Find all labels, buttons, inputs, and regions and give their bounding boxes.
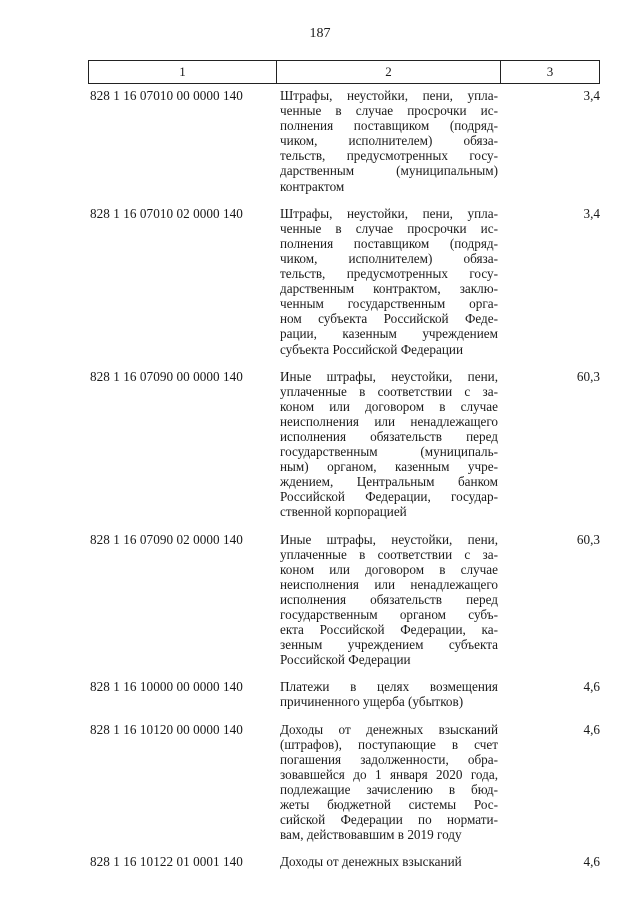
description-line: уплаченные в соответствии с за- bbox=[280, 383, 498, 399]
description-line: Российской Федерации, государ- bbox=[280, 489, 498, 505]
table-body bbox=[90, 88, 600, 869]
description-line: ном субъекта Российской Феде- bbox=[280, 311, 498, 327]
description bbox=[280, 369, 498, 520]
description-line: ным) органом, казенным учре- bbox=[280, 459, 498, 475]
page-number: 187 bbox=[309, 26, 331, 41]
description-line: Иные штрафы, неустойки, пени, bbox=[280, 368, 498, 384]
description bbox=[280, 854, 498, 869]
description-line: субъекта Российской Федерации bbox=[280, 341, 464, 357]
description-line: тельств, предусмотренных госу- bbox=[280, 266, 498, 282]
amount: 4,6 bbox=[583, 854, 600, 870]
description-line: Иные штрафы, неустойки, пени, bbox=[280, 531, 498, 547]
budget-code: 828 1 16 07010 00 0000 140 bbox=[90, 88, 243, 103]
description-line: Платежи в целях возмещения bbox=[280, 679, 498, 695]
description-line: Доходы от денежных взысканий bbox=[280, 721, 498, 737]
budget-code: 828 1 16 10122 01 0001 140 bbox=[90, 854, 243, 870]
description-line: ченные в случае просрочки ис- bbox=[280, 103, 498, 119]
amount: 3,4 bbox=[583, 88, 600, 103]
header-col-3: 3 bbox=[546, 64, 554, 79]
description-line: государственным (муниципаль- bbox=[280, 444, 498, 460]
description-line: полнения поставщиком (подряд- bbox=[280, 235, 498, 251]
amount: 60,3 bbox=[576, 368, 600, 384]
description-line: ченным государственным орга- bbox=[280, 296, 498, 312]
description-line: уплаченные в соответствии с за- bbox=[280, 546, 498, 562]
description-line: коном или договором в случае bbox=[280, 398, 498, 414]
table-row bbox=[90, 854, 600, 869]
description-line: ственной корпорацией bbox=[280, 504, 407, 520]
budget-code: 828 1 16 07090 02 0000 140 bbox=[90, 531, 243, 547]
amount: 3,4 bbox=[583, 205, 600, 221]
description-line: ждением, Центральным банком bbox=[280, 474, 498, 490]
description bbox=[280, 88, 498, 194]
description-line: тельств, предусмотренных госу- bbox=[280, 148, 498, 164]
description-line: сийской Федерации по нормати- bbox=[280, 812, 498, 828]
table-row bbox=[90, 679, 600, 709]
table-row bbox=[90, 88, 600, 194]
description-line: подлежащие зачислению в бюд- bbox=[280, 781, 498, 797]
table-row bbox=[90, 369, 600, 520]
description-line: вам, действовавшим в 2019 году bbox=[280, 827, 462, 843]
amount: 4,6 bbox=[583, 721, 600, 737]
description bbox=[280, 679, 498, 709]
description-line: исполнения обязательств перед bbox=[280, 591, 498, 607]
description-line: зовавшейся до 1 января 2020 года, bbox=[280, 766, 498, 782]
description-line: зенным учреждением субъекта bbox=[280, 637, 498, 653]
description-line: (штрафов), поступающие в счет bbox=[280, 736, 498, 752]
description bbox=[280, 722, 498, 843]
description bbox=[280, 532, 498, 668]
description-line: причиненного ущерба (убытков) bbox=[280, 694, 464, 710]
description-line: дарственным контрактом, заклю- bbox=[280, 281, 498, 297]
description-line: неисполнения или ненадлежащего bbox=[280, 413, 498, 429]
description-line: полнения поставщиком (подряд- bbox=[280, 118, 498, 134]
description-line: исполнения обязательств перед bbox=[280, 428, 498, 444]
amount: 60,3 bbox=[576, 531, 600, 547]
description-line: жеты бюджетной системы Рос- bbox=[280, 797, 498, 813]
description-line: чиком, исполнителем) обяза- bbox=[280, 133, 498, 149]
description-line: Штрафы, неустойки, пени, упла- bbox=[280, 205, 498, 221]
budget-code: 828 1 16 10000 00 0000 140 bbox=[90, 679, 243, 695]
description-line: рации, казенным учреждением bbox=[280, 326, 498, 342]
description-line: ченные в случае просрочки ис- bbox=[280, 220, 498, 236]
description-line: дарственным (муниципальным) bbox=[280, 163, 498, 179]
description-line: Российской Федерации bbox=[280, 652, 411, 668]
description-line: государственным органом субъ- bbox=[280, 607, 498, 622]
description-line: чиком, исполнителем) обяза- bbox=[280, 250, 498, 266]
description bbox=[280, 206, 498, 357]
description-line: коном или договором в случае bbox=[280, 561, 498, 577]
budget-code: 828 1 16 07090 00 0000 140 bbox=[90, 368, 243, 384]
table-row bbox=[90, 722, 600, 843]
description-line: Штрафы, неустойки, пени, упла- bbox=[280, 88, 498, 103]
table-row bbox=[90, 206, 600, 357]
amount: 4,6 bbox=[583, 679, 600, 695]
description-line: екта Российской Федерации, ка- bbox=[280, 622, 498, 638]
budget-code: 828 1 16 07010 02 0000 140 bbox=[90, 205, 243, 221]
description-line: погашения задолженности, обра- bbox=[280, 751, 498, 767]
header-col-2: 2 bbox=[277, 61, 501, 83]
table-header bbox=[88, 60, 600, 84]
description-line: неисполнения или ненадлежащего bbox=[280, 576, 498, 592]
description-line: контрактом bbox=[280, 178, 345, 194]
budget-code: 828 1 16 10120 00 0000 140 bbox=[90, 721, 243, 737]
table-row bbox=[90, 532, 600, 668]
description-line: Доходы от денежных взысканий bbox=[280, 854, 462, 870]
header-col-1: 1 bbox=[89, 61, 277, 83]
